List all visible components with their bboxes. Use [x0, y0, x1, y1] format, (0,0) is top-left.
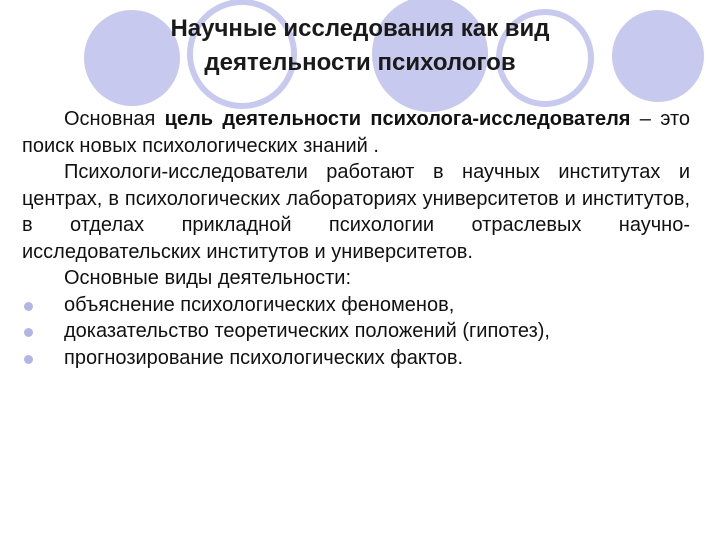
list-item-text: прогнозирование психологических фактов. — [64, 346, 464, 369]
bullet-dot-icon — [24, 328, 33, 337]
list-item — [22, 318, 690, 345]
bullet-dot-icon — [24, 355, 33, 364]
list-item — [22, 345, 690, 372]
workplaces-paragraph: Психологи-исследователи работают в научных институтах и центрах, в психологических лабораториях университетов и институтов, в отделах прикладной психологии отраслевых научно-исследовательских институтов и университетов. — [22, 161, 690, 263]
goal-text-bold: цель деятельности психолога-исследователя — [164, 108, 631, 130]
goal-text-start: Основная — [64, 108, 165, 130]
list-item-text: доказательство теоретических положений (гипотез), — [64, 320, 550, 342]
bullet-dot-icon — [24, 302, 33, 311]
goal-text-end: – это поиск новых психологических знаний . — [22, 108, 691, 157]
slide-title — [90, 12, 630, 80]
goal-paragraph — [22, 106, 690, 159]
list-item — [22, 292, 690, 319]
slide-body — [22, 106, 690, 371]
list-item-text: объяснение психологических феноменов, — [64, 293, 455, 316]
title-line-1: Научные исследования как вид — [170, 15, 550, 42]
activities-list — [22, 292, 690, 372]
activities-heading: Основные виды деятельности: — [64, 267, 352, 289]
title-line-2: деятельности психологов — [204, 49, 516, 76]
